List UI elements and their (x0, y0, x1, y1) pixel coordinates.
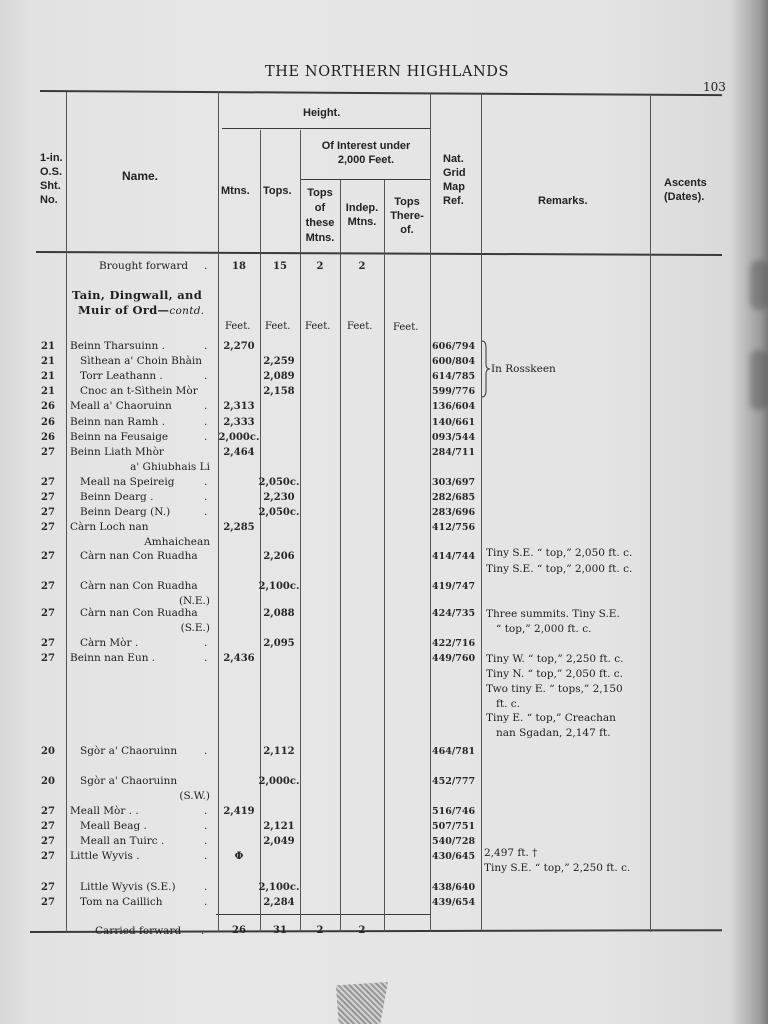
mountain-name: Càrn nan Con Ruadha (80, 580, 198, 592)
height-tops: 2,100c. (258, 882, 300, 893)
height-mtns: 2,333 (223, 417, 255, 428)
grid-ref: 452/777 (432, 776, 476, 787)
height-tops: 2,259 (263, 356, 295, 367)
grid-ref: 449/760 (432, 653, 476, 664)
mountain-name-continued: a' Ghiubhais Li (130, 461, 210, 473)
height-mtns: 2,313 (223, 401, 255, 412)
header-line: Tops (307, 187, 333, 199)
sheet-number: 27 (41, 653, 55, 664)
sheet-number: 27 (41, 882, 55, 893)
height-tops: 2,000c. (258, 776, 300, 787)
height-mtns: 2,464 (223, 447, 255, 458)
mountain-name: Càrn Mòr . (80, 637, 139, 649)
brought-forward-tops-of-these: 2 (316, 261, 324, 272)
grid-ref: 282/685 (432, 492, 476, 503)
remark: Two tiny E. “ tops,” 2,150 (486, 683, 623, 695)
sheet-number: 21 (41, 356, 55, 367)
mountain-name: Sgòr a' Chaoruinn (80, 775, 178, 787)
height-tops: 2,206 (263, 551, 295, 562)
leader-dot: . (204, 476, 208, 488)
height-tops: 2,088 (263, 608, 295, 619)
page-shadow (750, 260, 768, 310)
height-tops: 2,095 (263, 638, 295, 649)
remark: Tiny E. “ top,” Creachan (486, 712, 616, 724)
leader-dot: . (204, 805, 208, 817)
carried-forward-tops: 31 (273, 925, 287, 936)
unit-mtns: Feet. (225, 321, 251, 332)
col-divider (650, 96, 651, 932)
header-line: of. (400, 224, 414, 236)
header-interest (302, 139, 430, 167)
mountain-name: Beinn na Feusaige (70, 431, 169, 443)
sheet-number: 26 (41, 417, 55, 428)
carried-forward-tops-of-these: 2 (316, 925, 324, 936)
header-sheet-line: Sht. (40, 180, 61, 192)
mountain-name: Tom na Caillich (80, 896, 163, 908)
header-indep (340, 201, 384, 229)
sheet-number: 27 (41, 897, 55, 908)
header-interest-line: Of Interest under (321, 140, 411, 152)
mountain-name: Beinn nan Eun . (70, 652, 156, 664)
grid-ref: 140/661 (432, 417, 476, 428)
header-ascents (664, 176, 707, 204)
section-title-line (72, 303, 204, 319)
brought-forward-mtns: 18 (232, 261, 246, 272)
unit-indep: Feet. (347, 321, 373, 332)
header-bottom-rule (36, 251, 722, 255)
height-mtns: 2,270 (223, 341, 255, 352)
header-remarks: Remarks. (538, 195, 588, 207)
mountain-name: Little Wyvis (S.E.) (80, 881, 176, 893)
header-line: Tops (394, 196, 420, 208)
col-divider (300, 130, 301, 932)
header-sheet (40, 151, 63, 207)
section-contd: contd. (169, 305, 205, 317)
height-mtns: Φ (234, 851, 244, 862)
header-line: Indep. (345, 202, 379, 214)
sheet-number: 27 (41, 806, 55, 817)
header-sheet-line: O.S. (40, 166, 63, 178)
header-mtns: Mtns. (221, 185, 250, 197)
height-mtns: 2,000c. (218, 432, 260, 443)
leader-dot: . (204, 506, 208, 518)
header-line: Grid (443, 167, 466, 179)
grid-ref: 424/735 (432, 608, 476, 619)
leader-dot: . (204, 370, 208, 382)
height-tops: 2,284 (263, 897, 295, 908)
leader-dot: . (204, 896, 208, 908)
total-rule (216, 914, 430, 915)
leader-dot: . (204, 820, 208, 832)
height-tops: 2,112 (263, 746, 295, 757)
sheet-number: 27 (41, 821, 55, 832)
section-title-line: Tain, Dingwall, and (72, 288, 203, 302)
mountain-name: Càrn nan Con Ruadha (80, 550, 198, 562)
height-tops: 2,230 (263, 492, 295, 503)
col-divider (66, 92, 67, 932)
sheet-number: 27 (41, 522, 55, 533)
grid-ref: 412/756 (432, 522, 476, 533)
grid-ref: 540/728 (432, 836, 476, 847)
mountain-name: Beinn Dearg (N.) (80, 506, 171, 518)
col-divider (340, 180, 341, 932)
leader-dot: . (204, 850, 208, 862)
sheet-number: 27 (41, 551, 55, 562)
header-name: Name. (122, 169, 159, 183)
page-number: 103 (703, 80, 726, 94)
header-height: Height. (303, 107, 341, 119)
sheet-number: 27 (41, 638, 55, 649)
header-line: Map (443, 181, 465, 193)
sheet-number: 27 (41, 851, 55, 862)
top-rule (40, 90, 722, 96)
sheet-number: 26 (41, 432, 55, 443)
header-tops-thereof (384, 195, 430, 237)
mountain-name: Meall an Tuirc . (80, 835, 165, 847)
grid-ref: 516/746 (432, 806, 476, 817)
height-tops: 2,050c. (258, 477, 300, 488)
mountain-name-continued: Amhaichean (144, 536, 210, 548)
section-title-text: Muir of Ord— (78, 303, 170, 317)
unit-tops: Feet. (265, 321, 291, 332)
leader-dot: . (204, 416, 208, 428)
remark: 2,497 ft. † (484, 847, 538, 859)
remark: ft. c. (496, 698, 520, 710)
thimble-object (336, 982, 388, 1024)
header-line: There- (390, 210, 424, 222)
mountain-name: Torr Leathann . (80, 370, 163, 382)
brought-forward-indep: 2 (358, 261, 366, 272)
header-grid (443, 152, 466, 208)
grid-ref: 438/640 (432, 882, 476, 893)
mountain-name: Cnoc an t-Sìthein Mòr (80, 385, 198, 397)
grid-ref: 599/776 (432, 386, 476, 397)
leader-dot: . (204, 431, 208, 443)
header-interest-line: 2,000 Feet. (337, 154, 395, 166)
unit-tops-of-these: Feet. (305, 321, 331, 332)
leader-dot: . (204, 491, 208, 503)
leader-dot: . (204, 835, 208, 847)
remark: Tiny N. “ top,” 2,050 ft. c. (486, 668, 623, 680)
sheet-number: 27 (41, 608, 55, 619)
height-tops: 2,121 (263, 821, 295, 832)
mountain-name: Beinn nan Ramh . (70, 416, 166, 428)
remark: Tiny S.E. “ top,” 2,000 ft. c. (486, 563, 633, 575)
sheet-number: 20 (41, 746, 55, 757)
grid-ref: 600/804 (432, 356, 476, 367)
sheet-number: 27 (41, 477, 55, 488)
height-mtns: 2,285 (223, 522, 255, 533)
section-heading (72, 288, 204, 319)
header-line: Ascents (664, 177, 707, 189)
mountain-name: Meall a' Chaoruinn (70, 400, 172, 412)
col-divider (481, 95, 482, 932)
grid-ref: 464/781 (432, 746, 476, 757)
remark: Tiny S.E. “ top,” 2,250 ft. c. (484, 862, 631, 874)
grid-ref: 430/645 (432, 851, 476, 862)
carried-forward-indep: 2 (358, 925, 366, 936)
header-tops-of-these (300, 186, 340, 246)
grid-ref: 283/696 (432, 507, 476, 518)
leader-dot: . (204, 652, 208, 664)
mountain-name: Beinn Liath Mhòr (70, 446, 164, 458)
header-line: Ref. (443, 195, 464, 207)
grid-ref: 303/697 (432, 477, 476, 488)
height-tops: 2,089 (263, 371, 295, 382)
page-title: THE NORTHERN HIGHLANDS (265, 64, 510, 80)
sheet-number: 27 (41, 447, 55, 458)
height-tops: 2,100c. (258, 581, 300, 592)
leader-dot: . (204, 637, 208, 649)
mountain-name-continued: (N.E.) (178, 595, 210, 607)
leader-dot: . (201, 925, 205, 937)
col-divider (384, 180, 385, 932)
sheet-number: 21 (41, 386, 55, 397)
mountain-name: Sìthean a' Choin Bhàin (80, 355, 203, 367)
mountain-name-continued: (S.E.) (180, 622, 210, 634)
sheet-number: 21 (41, 341, 55, 352)
sheet-number: 20 (41, 776, 55, 787)
remark: Tiny S.E. “ top,” 2,050 ft. c. (486, 547, 633, 559)
unit-tops-thereof: Feet. (393, 322, 419, 333)
leader-dot: . (204, 745, 208, 757)
grid-ref: 422/716 (432, 638, 476, 649)
mountain-name: Little Wyvis . (70, 850, 140, 862)
leader-dot: . (204, 881, 208, 893)
sheet-number: 27 (41, 492, 55, 503)
mountain-name: Meall Beag . (80, 820, 147, 832)
carried-forward-mtns: 26 (232, 925, 246, 936)
page-shadow (750, 350, 768, 410)
header-sheet-line: 1-in. (40, 152, 63, 164)
header-line: these (305, 217, 335, 229)
mountain-name: Beinn Dearg . (80, 491, 154, 503)
remark: nan Sgadan, 2,147 ft. (496, 727, 611, 739)
header-line: Mtns. (305, 232, 335, 244)
sheet-number: 26 (41, 401, 55, 412)
grid-ref: 606/794 (432, 341, 476, 352)
grid-ref: 419/747 (432, 581, 476, 592)
sheet-number: 21 (41, 371, 55, 382)
grid-ref: 136/604 (432, 401, 476, 412)
mountain-name: Beinn Tharsuinn . (70, 340, 165, 352)
grid-ref: 284/711 (432, 447, 476, 458)
height-tops: 2,158 (263, 386, 295, 397)
col-divider (430, 94, 431, 932)
header-line: of (314, 202, 326, 214)
mountain-name: Meall Mòr . . (70, 805, 139, 817)
header-tops: Tops. (263, 185, 292, 197)
sheet-number: 27 (41, 836, 55, 847)
grid-ref: 614/785 (432, 371, 476, 382)
brought-forward-label: Brought forward (99, 260, 189, 272)
remark: Three summits. Tiny S.E. (486, 608, 620, 620)
header-line: Mtns. (347, 216, 377, 228)
header-line: (Dates). (664, 191, 705, 203)
mountain-name: Meall na Speireig (80, 476, 175, 488)
height-subrule (222, 128, 430, 129)
brought-forward-tops: 15 (273, 261, 287, 272)
grid-ref: 439/654 (432, 897, 476, 908)
carried-forward-label: Carried forward (95, 925, 182, 937)
leader-dot: . (204, 400, 208, 412)
grid-ref: 414/744 (432, 551, 476, 562)
remark-rosskeen: In Rosskeen (491, 363, 556, 375)
sheet-number: 27 (41, 507, 55, 518)
leader-dot: . (204, 340, 208, 352)
col-divider (260, 130, 261, 932)
grid-ref: 093/544 (432, 432, 476, 443)
remark: Tiny W. “ top,” 2,250 ft. c. (486, 653, 624, 665)
height-mtns: 2,419 (223, 806, 255, 817)
mountain-name-continued: (S.W.) (179, 790, 210, 802)
header-sheet-line: No. (40, 194, 58, 206)
mountain-name: Sgòr a' Chaoruinn (80, 745, 178, 757)
sheet-number: 27 (41, 581, 55, 592)
mountain-name: Càrn Loch nan (70, 521, 149, 533)
height-tops: 2,050c. (258, 507, 300, 518)
grid-ref: 507/751 (432, 821, 476, 832)
header-line: Nat. (443, 153, 464, 165)
height-tops: 2,049 (263, 836, 295, 847)
remark: “ top,” 2,000 ft. c. (496, 623, 592, 635)
mountain-name: Càrn nan Con Ruadha (80, 607, 198, 619)
leader-dot: . (204, 260, 208, 272)
height-mtns: 2,436 (223, 653, 255, 664)
interest-subrule (300, 179, 430, 180)
